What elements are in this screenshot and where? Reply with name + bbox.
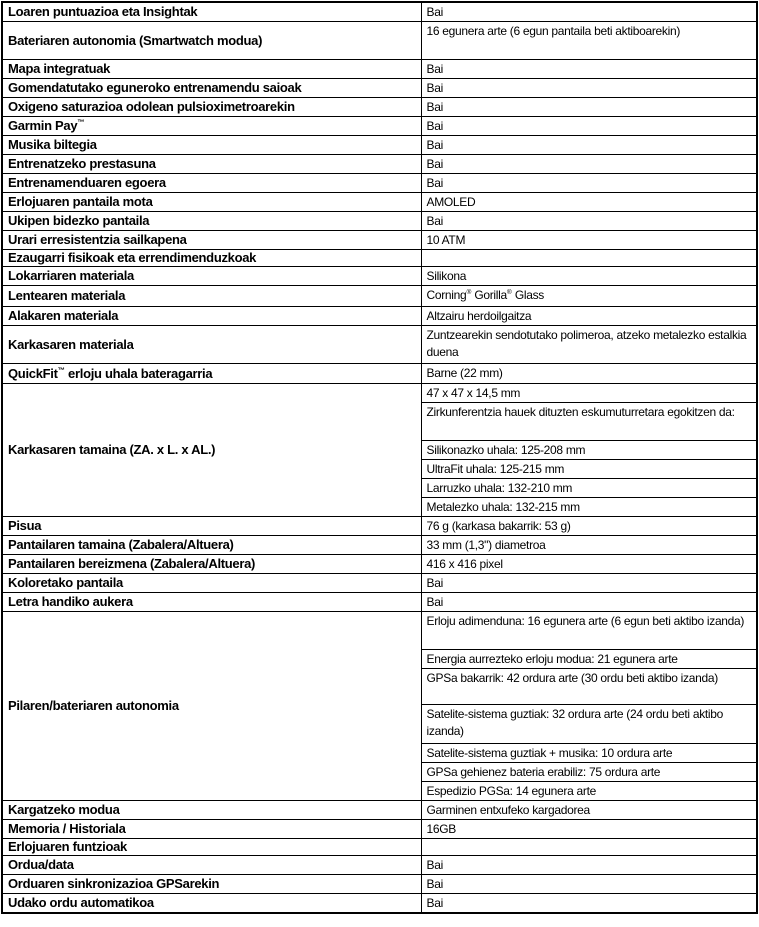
spec-label: Letra handiko aukera [2, 593, 421, 612]
spec-value: Larruzko uhala: 132-210 mm [421, 479, 757, 498]
spec-value: Bai [421, 593, 757, 612]
spec-value: Bai [421, 155, 757, 174]
spec-row [2, 79, 757, 98]
spec-value: Silikona [421, 267, 757, 286]
spec-value: Satelite-sistema guztiak: 32 ordura arte (24 ordu beti aktibo izanda) [421, 705, 757, 744]
spec-label: Ezaugarri fisikoak eta errendimenduzkoak [2, 250, 421, 267]
spec-value: Bai [421, 2, 757, 22]
spec-value: Bai [421, 117, 757, 136]
spec-row [2, 60, 757, 79]
spec-table [1, 1, 758, 914]
spec-label: Karkasaren materiala [2, 326, 421, 364]
spec-value: Bai [421, 856, 757, 875]
spec-row [2, 326, 757, 364]
spec-label: Udako ordu automatikoa [2, 894, 421, 914]
spec-value: Bai [421, 136, 757, 155]
spec-label: Karkasaren tamaina (ZA. x L. x AL.) [2, 384, 421, 517]
spec-value: Silikonazko uhala: 125-208 mm [421, 441, 757, 460]
spec-value: Bai [421, 894, 757, 914]
spec-row [2, 517, 757, 536]
spec-value: Bai [421, 79, 757, 98]
spec-label: Entrenamenduaren egoera [2, 174, 421, 193]
spec-value: Bai [421, 98, 757, 117]
spec-value: UltraFit uhala: 125-215 mm [421, 460, 757, 479]
spec-label: Loaren puntuazioa eta Insightak [2, 2, 421, 22]
spec-row [2, 250, 757, 267]
spec-value: Erloju adimenduna: 16 egunera arte (6 egun beti aktibo izanda) [421, 612, 757, 650]
spec-value: Metalezko uhala: 132-215 mm [421, 498, 757, 517]
spec-label: Bateriaren autonomia (Smartwatch modua) [2, 22, 421, 60]
spec-label: Erlojuaren funtzioak [2, 839, 421, 856]
spec-row [2, 555, 757, 574]
spec-row [2, 856, 757, 875]
spec-value: Bai [421, 574, 757, 593]
spec-value: 10 ATM [421, 231, 757, 250]
spec-row [2, 98, 757, 117]
spec-row [2, 22, 757, 60]
spec-label: Pilaren/bateriaren autonomia [2, 612, 421, 801]
spec-row [2, 574, 757, 593]
spec-value: Bai [421, 875, 757, 894]
spec-label: Memoria / Historiala [2, 820, 421, 839]
spec-label: Oxigeno saturazioa odolean pulsioximetroarekin [2, 98, 421, 117]
spec-value [421, 839, 757, 856]
spec-row [2, 174, 757, 193]
spec-label: Lokarriaren materiala [2, 267, 421, 286]
spec-row [2, 193, 757, 212]
spec-row [2, 820, 757, 839]
spec-label: Pantailaren bereizmena (Zabalera/Altuera) [2, 555, 421, 574]
spec-value: Bai [421, 174, 757, 193]
spec-row [2, 839, 757, 856]
spec-value: Zirkunferentzia hauek dituzten eskumuturretara egokitzen da: [421, 403, 757, 441]
spec-label: Garmin Pay™ [2, 117, 421, 136]
spec-row [2, 536, 757, 555]
spec-label: Erlojuaren pantaila mota [2, 193, 421, 212]
spec-label: Orduaren sinkronizazioa GPSarekin [2, 875, 421, 894]
spec-value: 16 egunera arte (6 egun pantaila beti aktiboarekin) [421, 22, 757, 60]
spec-value: 76 g (karkasa bakarrik: 53 g) [421, 517, 757, 536]
spec-label: Ordua/data [2, 856, 421, 875]
spec-value: GPSa gehienez bateria erabiliz: 75 ordura arte [421, 763, 757, 782]
spec-value: Bai [421, 212, 757, 231]
spec-row [2, 384, 757, 403]
spec-value: 416 x 416 pixel [421, 555, 757, 574]
spec-row [2, 231, 757, 250]
spec-row [2, 155, 757, 174]
spec-label: Entrenatzeko prestasuna [2, 155, 421, 174]
spec-row [2, 364, 757, 384]
spec-table-body [2, 2, 757, 913]
spec-label: Lentearen materiala [2, 286, 421, 307]
spec-label: Urari erresistentzia sailkapena [2, 231, 421, 250]
spec-row [2, 117, 757, 136]
spec-value: Energia aurrezteko erloju modua: 21 egunera arte [421, 650, 757, 669]
spec-value: Satelite-sistema guztiak + musika: 10 ordura arte [421, 744, 757, 763]
spec-value: Barne (22 mm) [421, 364, 757, 384]
spec-value: Garminen entxufeko kargadorea [421, 801, 757, 820]
spec-label: Kargatzeko modua [2, 801, 421, 820]
spec-value: Corning® Gorilla® Glass [421, 286, 757, 307]
spec-label: Koloretako pantaila [2, 574, 421, 593]
spec-value: Zuntzearekin sendotutako polimeroa, atzeko metalezko estalkia duena [421, 326, 757, 364]
spec-label: Gomendatutako eguneroko entrenamendu saioak [2, 79, 421, 98]
spec-row [2, 212, 757, 231]
spec-row [2, 894, 757, 914]
spec-row [2, 267, 757, 286]
spec-label: Ukipen bidezko pantaila [2, 212, 421, 231]
spec-value: 33 mm (1,3") diametroa [421, 536, 757, 555]
spec-label: QuickFit™ erloju uhala bateragarria [2, 364, 421, 384]
spec-row [2, 593, 757, 612]
spec-value: 47 x 47 x 14,5 mm [421, 384, 757, 403]
spec-value: Bai [421, 60, 757, 79]
spec-row [2, 136, 757, 155]
spec-value: AMOLED [421, 193, 757, 212]
spec-value: Altzairu herdoilgaitza [421, 307, 757, 326]
spec-label: Mapa integratuak [2, 60, 421, 79]
spec-sheet [0, 1, 759, 914]
spec-row [2, 875, 757, 894]
spec-row [2, 307, 757, 326]
spec-row [2, 2, 757, 22]
spec-label: Pisua [2, 517, 421, 536]
spec-value: Espedizio PGSa: 14 egunera arte [421, 782, 757, 801]
spec-row [2, 612, 757, 650]
spec-label: Pantailaren tamaina (Zabalera/Altuera) [2, 536, 421, 555]
spec-row [2, 801, 757, 820]
spec-value [421, 250, 757, 267]
spec-value: GPSa bakarrik: 42 ordura arte (30 ordu beti aktibo izanda) [421, 669, 757, 705]
spec-value: 16GB [421, 820, 757, 839]
spec-row [2, 286, 757, 307]
spec-label: Alakaren materiala [2, 307, 421, 326]
spec-label: Musika biltegia [2, 136, 421, 155]
